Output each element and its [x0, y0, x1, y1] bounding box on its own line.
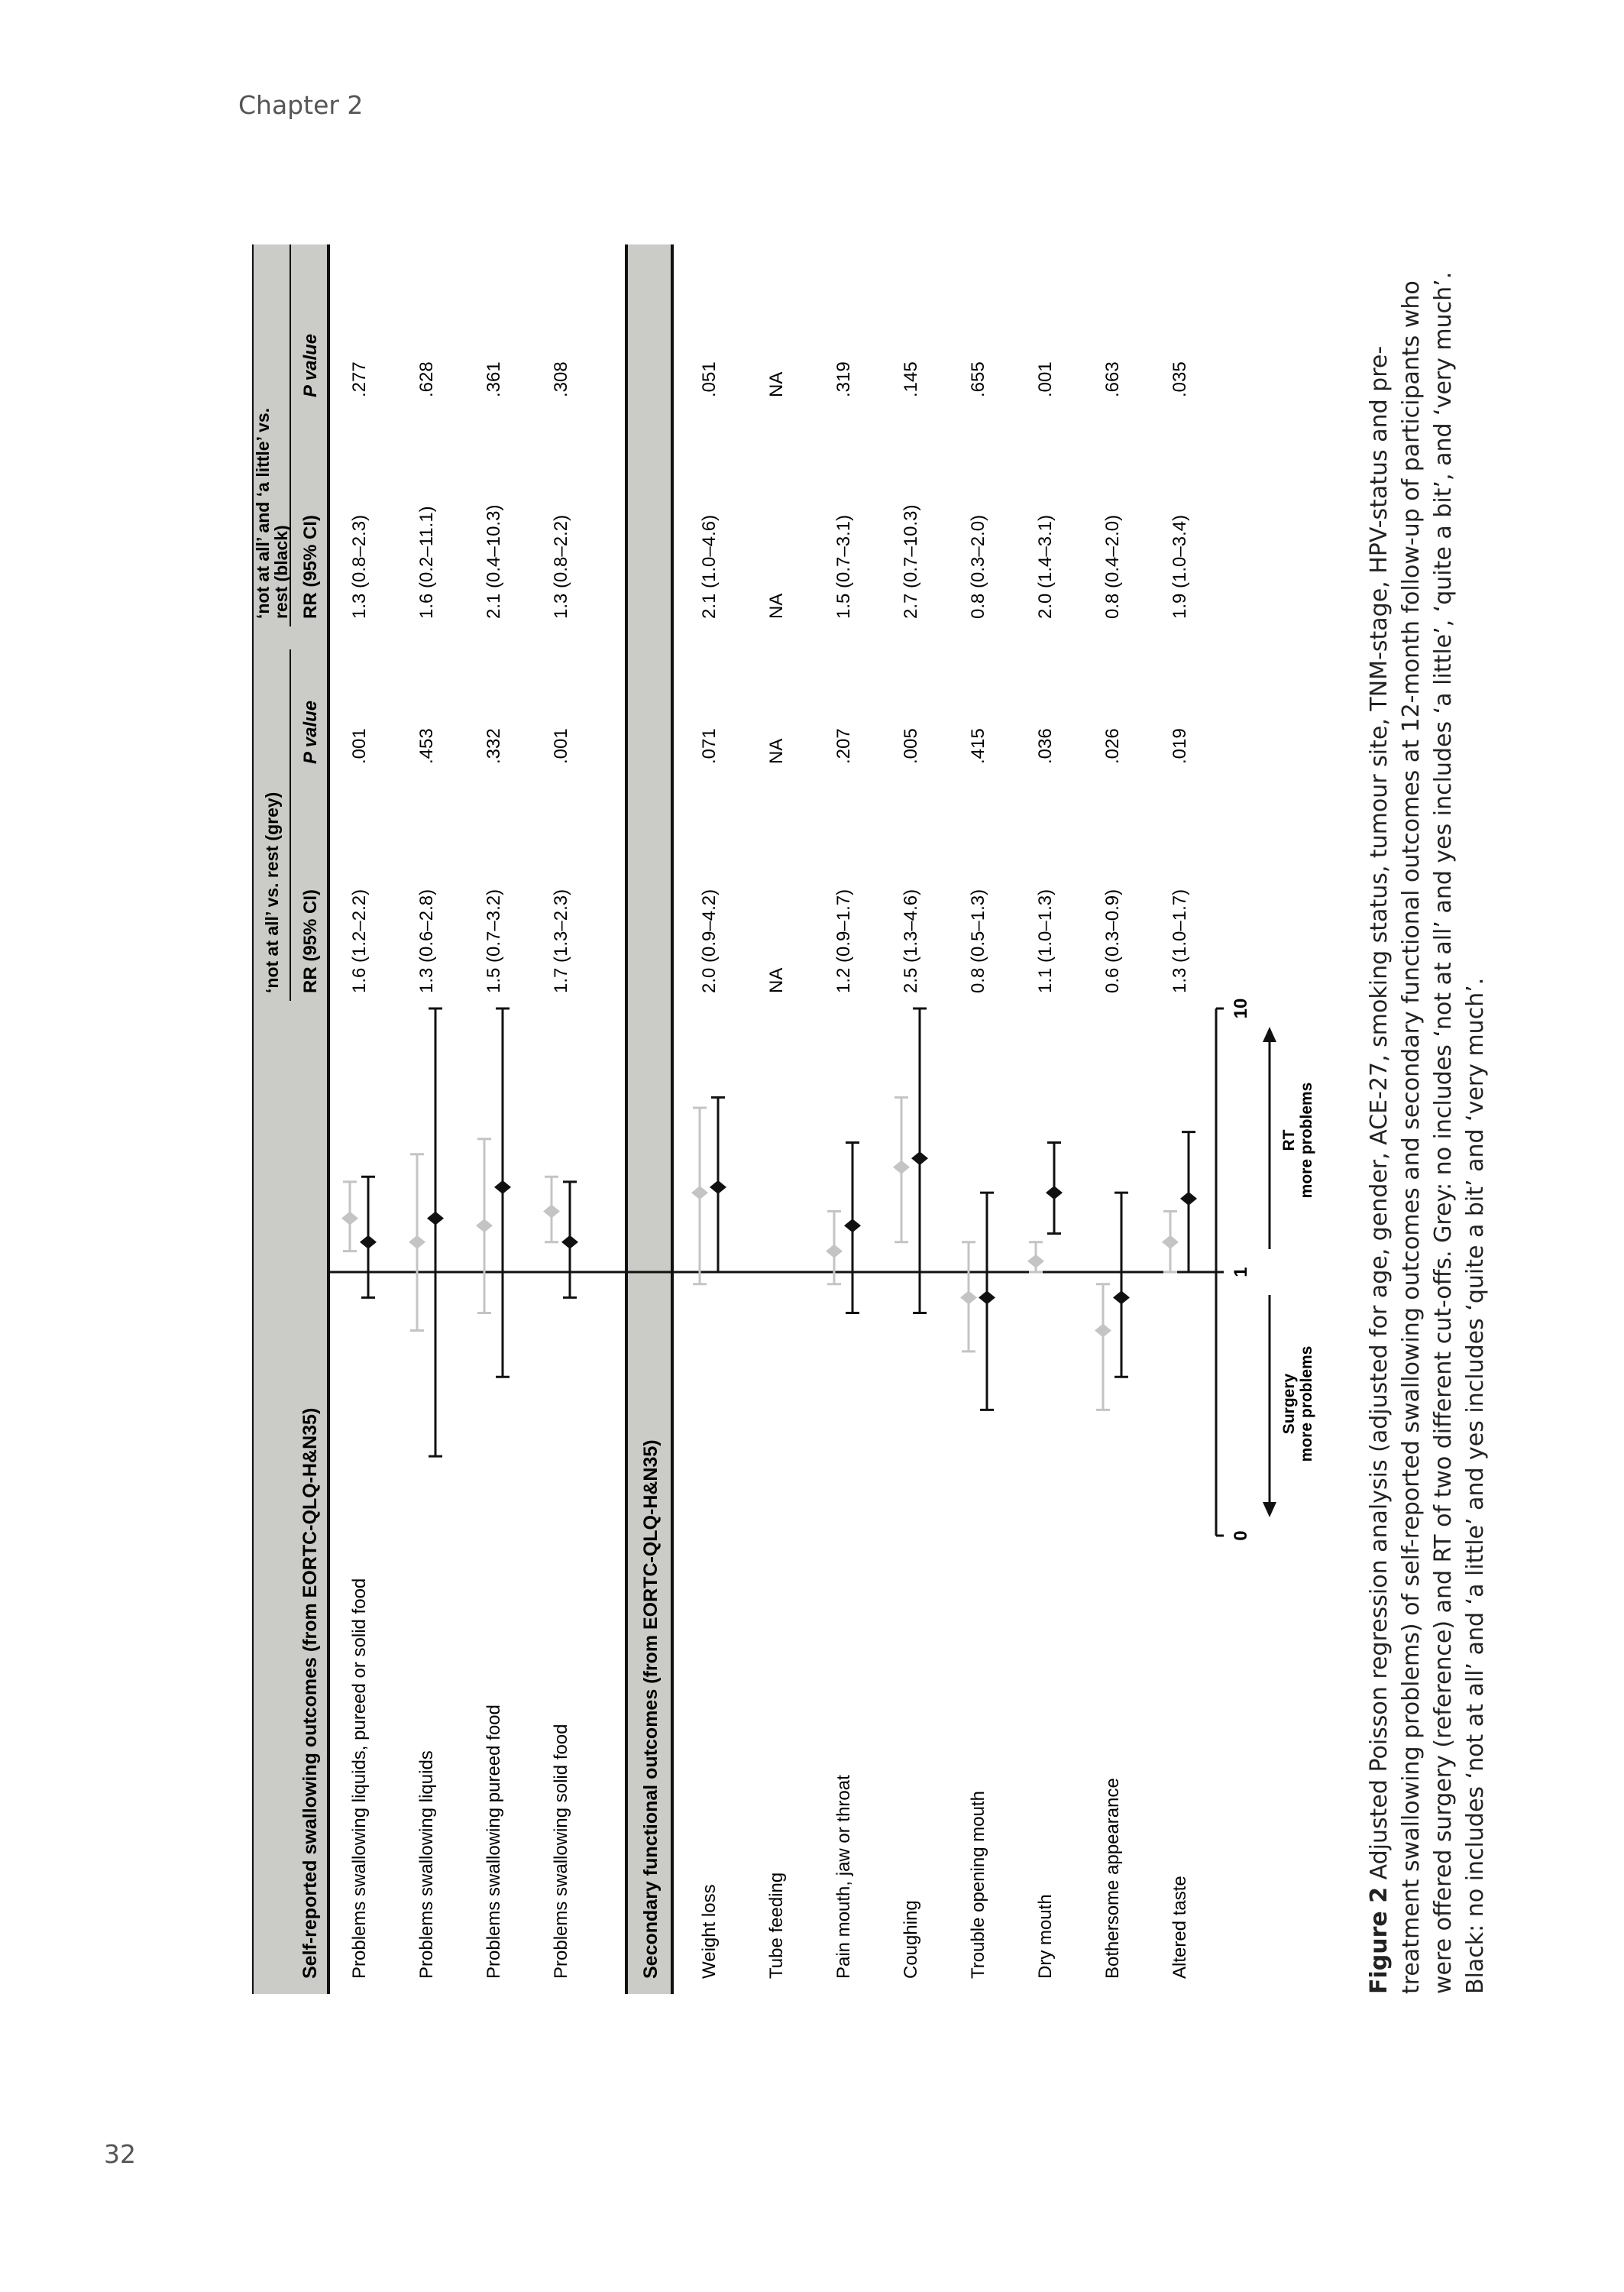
p-grey-value: .071	[699, 728, 720, 764]
p-black-value: .361	[484, 361, 504, 397]
row-label: Coughing	[901, 1900, 921, 1979]
p-black-value: .628	[416, 361, 437, 397]
column-header: RR (95% CI)	[300, 514, 321, 619]
black-point	[427, 1212, 444, 1225]
column-header: P value	[300, 333, 321, 397]
grey-point	[476, 1219, 493, 1232]
grey-point	[893, 1161, 910, 1174]
x-tick-label: 0	[1231, 1530, 1251, 1541]
rotated-figure	[252, 244, 1566, 1994]
row-label: Pain mouth, jaw or throat	[833, 1775, 854, 1979]
p-grey-value: NA	[766, 738, 787, 764]
rr-black-value: 0.8 (0.4–2.0)	[1102, 514, 1123, 619]
rr-grey-value: 1.6 (1.2–2.2)	[349, 889, 370, 993]
p-grey-value: .453	[416, 728, 437, 764]
grey-point	[826, 1245, 843, 1258]
figure-caption	[1364, 252, 1492, 1994]
p-black-value: .035	[1169, 361, 1190, 397]
rr-grey-value: 2.0 (0.9–4.2)	[699, 889, 720, 993]
p-grey-value: .036	[1035, 728, 1056, 764]
p-black-value: .663	[1102, 361, 1123, 397]
p-black-value: .001	[1035, 361, 1056, 397]
rr-black-value: NA	[766, 593, 787, 619]
grey-point	[341, 1212, 358, 1225]
page-number: 32	[104, 2139, 136, 2169]
rr-grey-value: 1.3 (0.6–2.8)	[416, 889, 437, 993]
rr-black-value: 0.8 (0.3–2.0)	[968, 514, 988, 619]
row-label: Altered taste	[1169, 1876, 1190, 1979]
black-point	[561, 1235, 578, 1249]
group-header-grey: ‘not at all’ vs. rest (grey)	[262, 792, 282, 993]
p-grey-value: .332	[484, 728, 504, 764]
direction-label-right: more problems	[1298, 1082, 1315, 1199]
black-point	[979, 1290, 995, 1304]
rr-grey-value: 0.6 (0.3–0.9)	[1102, 889, 1123, 993]
grey-point	[1162, 1235, 1179, 1249]
group-header-black-line2: rest (black)	[271, 525, 291, 619]
black-point	[1113, 1290, 1130, 1304]
caption-text: Adjusted Poisson regression analysis (adjusted for age, gender, ACE-27, smoking status, tumour site, TNM-stage, HPV-status and pre-treatment swallowing problems) of self-reported swallowing outcomes and secondary functional outcomes at 12-month follow-up of participants who were offered surgery (reference) and RT of two different cut-offs. Grey: no includes ‘not at all’ and yes includes ‘a little’, ‘quite a bit’, and ‘very much’. Black: no includes ‘not at all’ and ‘a little’ and yes includes ‘quite a bit’ and ‘very much’.	[1366, 271, 1489, 1994]
p-grey-value: .415	[968, 728, 988, 764]
forest-plot-table	[252, 244, 1352, 1994]
p-black-value: .655	[968, 361, 988, 397]
p-grey-value: .001	[551, 728, 571, 764]
section-title: Secondary functional outcomes (from EORTC-QLQ-H&N35)	[640, 1439, 662, 1979]
rr-black-value: 2.0 (1.4–3.1)	[1035, 514, 1056, 619]
p-black-value: .308	[551, 361, 571, 397]
rr-grey-value: 1.3 (1.0–1.7)	[1169, 889, 1190, 993]
p-black-value: NA	[766, 371, 787, 397]
rr-grey-value: 1.2 (0.9–1.7)	[833, 889, 854, 993]
direction-label-left: more problems	[1298, 1345, 1315, 1462]
p-grey-value: .005	[901, 728, 921, 764]
row-label: Trouble opening mouth	[968, 1791, 988, 1979]
rr-black-value: 2.7 (0.7–10.3)	[901, 504, 921, 619]
black-point	[494, 1180, 511, 1194]
rr-grey-value: 1.7 (1.3–2.3)	[551, 889, 571, 993]
rr-grey-value: NA	[766, 967, 787, 993]
row-label: Bothersome appearance	[1102, 1778, 1123, 1979]
black-point	[911, 1151, 928, 1165]
grey-point	[1027, 1254, 1044, 1268]
rr-black-value: 2.1 (0.4–10.3)	[484, 504, 504, 619]
section-title: Self-reported swallowing outcomes (from EORTC-QLQ-H&N35)	[299, 1407, 321, 1979]
arrow-right-head	[1263, 1027, 1276, 1042]
rr-grey-value: 1.5 (0.7–3.2)	[484, 889, 504, 993]
black-point	[1046, 1186, 1063, 1199]
column-header: RR (95% CI)	[300, 889, 321, 993]
row-label: Weight loss	[699, 1884, 720, 1979]
row-label: Problems swallowing solid food	[551, 1724, 571, 1979]
black-point	[360, 1235, 377, 1249]
x-tick-label: 10	[1231, 998, 1251, 1019]
row-label: Dry mouth	[1035, 1894, 1056, 1979]
rr-black-value: 1.3 (0.8–2.2)	[551, 514, 571, 619]
grey-point	[1095, 1324, 1111, 1338]
black-point	[710, 1180, 726, 1194]
rr-black-value: 2.1 (1.0–4.6)	[699, 514, 720, 619]
rr-grey-value: 2.5 (1.3–4.6)	[901, 889, 921, 993]
rr-black-value: 1.3 (0.8–2.3)	[349, 514, 370, 619]
rr-black-value: 1.6 (0.2–11.1)	[416, 506, 437, 619]
caption-label: Figure 2	[1366, 1886, 1393, 1994]
rr-grey-value: 1.1 (1.0–1.3)	[1035, 889, 1056, 993]
rr-black-value: 1.9 (1.0–3.4)	[1169, 514, 1190, 619]
column-header: P value	[300, 700, 321, 764]
p-black-value: .145	[901, 361, 921, 397]
p-grey-value: .001	[349, 728, 370, 764]
p-black-value: .051	[699, 361, 720, 397]
grey-point	[691, 1186, 708, 1199]
direction-label-left: Surgery	[1280, 1373, 1298, 1435]
rr-black-value: 1.5 (0.7–3.1)	[833, 514, 854, 619]
p-grey-value: .207	[833, 728, 854, 764]
p-grey-value: .019	[1169, 728, 1190, 764]
x-tick-label: 1	[1231, 1267, 1251, 1277]
p-grey-value: .026	[1102, 728, 1123, 764]
page-header: Chapter 2	[238, 90, 364, 120]
p-black-value: .319	[833, 361, 854, 397]
arrow-left-head	[1263, 1502, 1276, 1517]
rr-grey-value: 0.8 (0.5–1.3)	[968, 889, 988, 993]
row-label: Tube feeding	[766, 1872, 787, 1979]
black-point	[1180, 1192, 1197, 1206]
grey-point	[960, 1290, 977, 1304]
grey-point	[543, 1204, 560, 1218]
p-black-value: .277	[349, 361, 370, 397]
row-label: Problems swallowing pureed food	[484, 1704, 504, 1979]
row-label: Problems swallowing liquids	[416, 1750, 437, 1979]
black-point	[844, 1219, 861, 1232]
direction-label-right: RT	[1280, 1129, 1298, 1151]
grey-point	[409, 1235, 425, 1249]
row-label: Problems swallowing liquids, pureed or solid food	[349, 1578, 370, 1979]
group-header-black-line1: ‘not at all’ and ‘a little’ vs.	[253, 407, 273, 619]
